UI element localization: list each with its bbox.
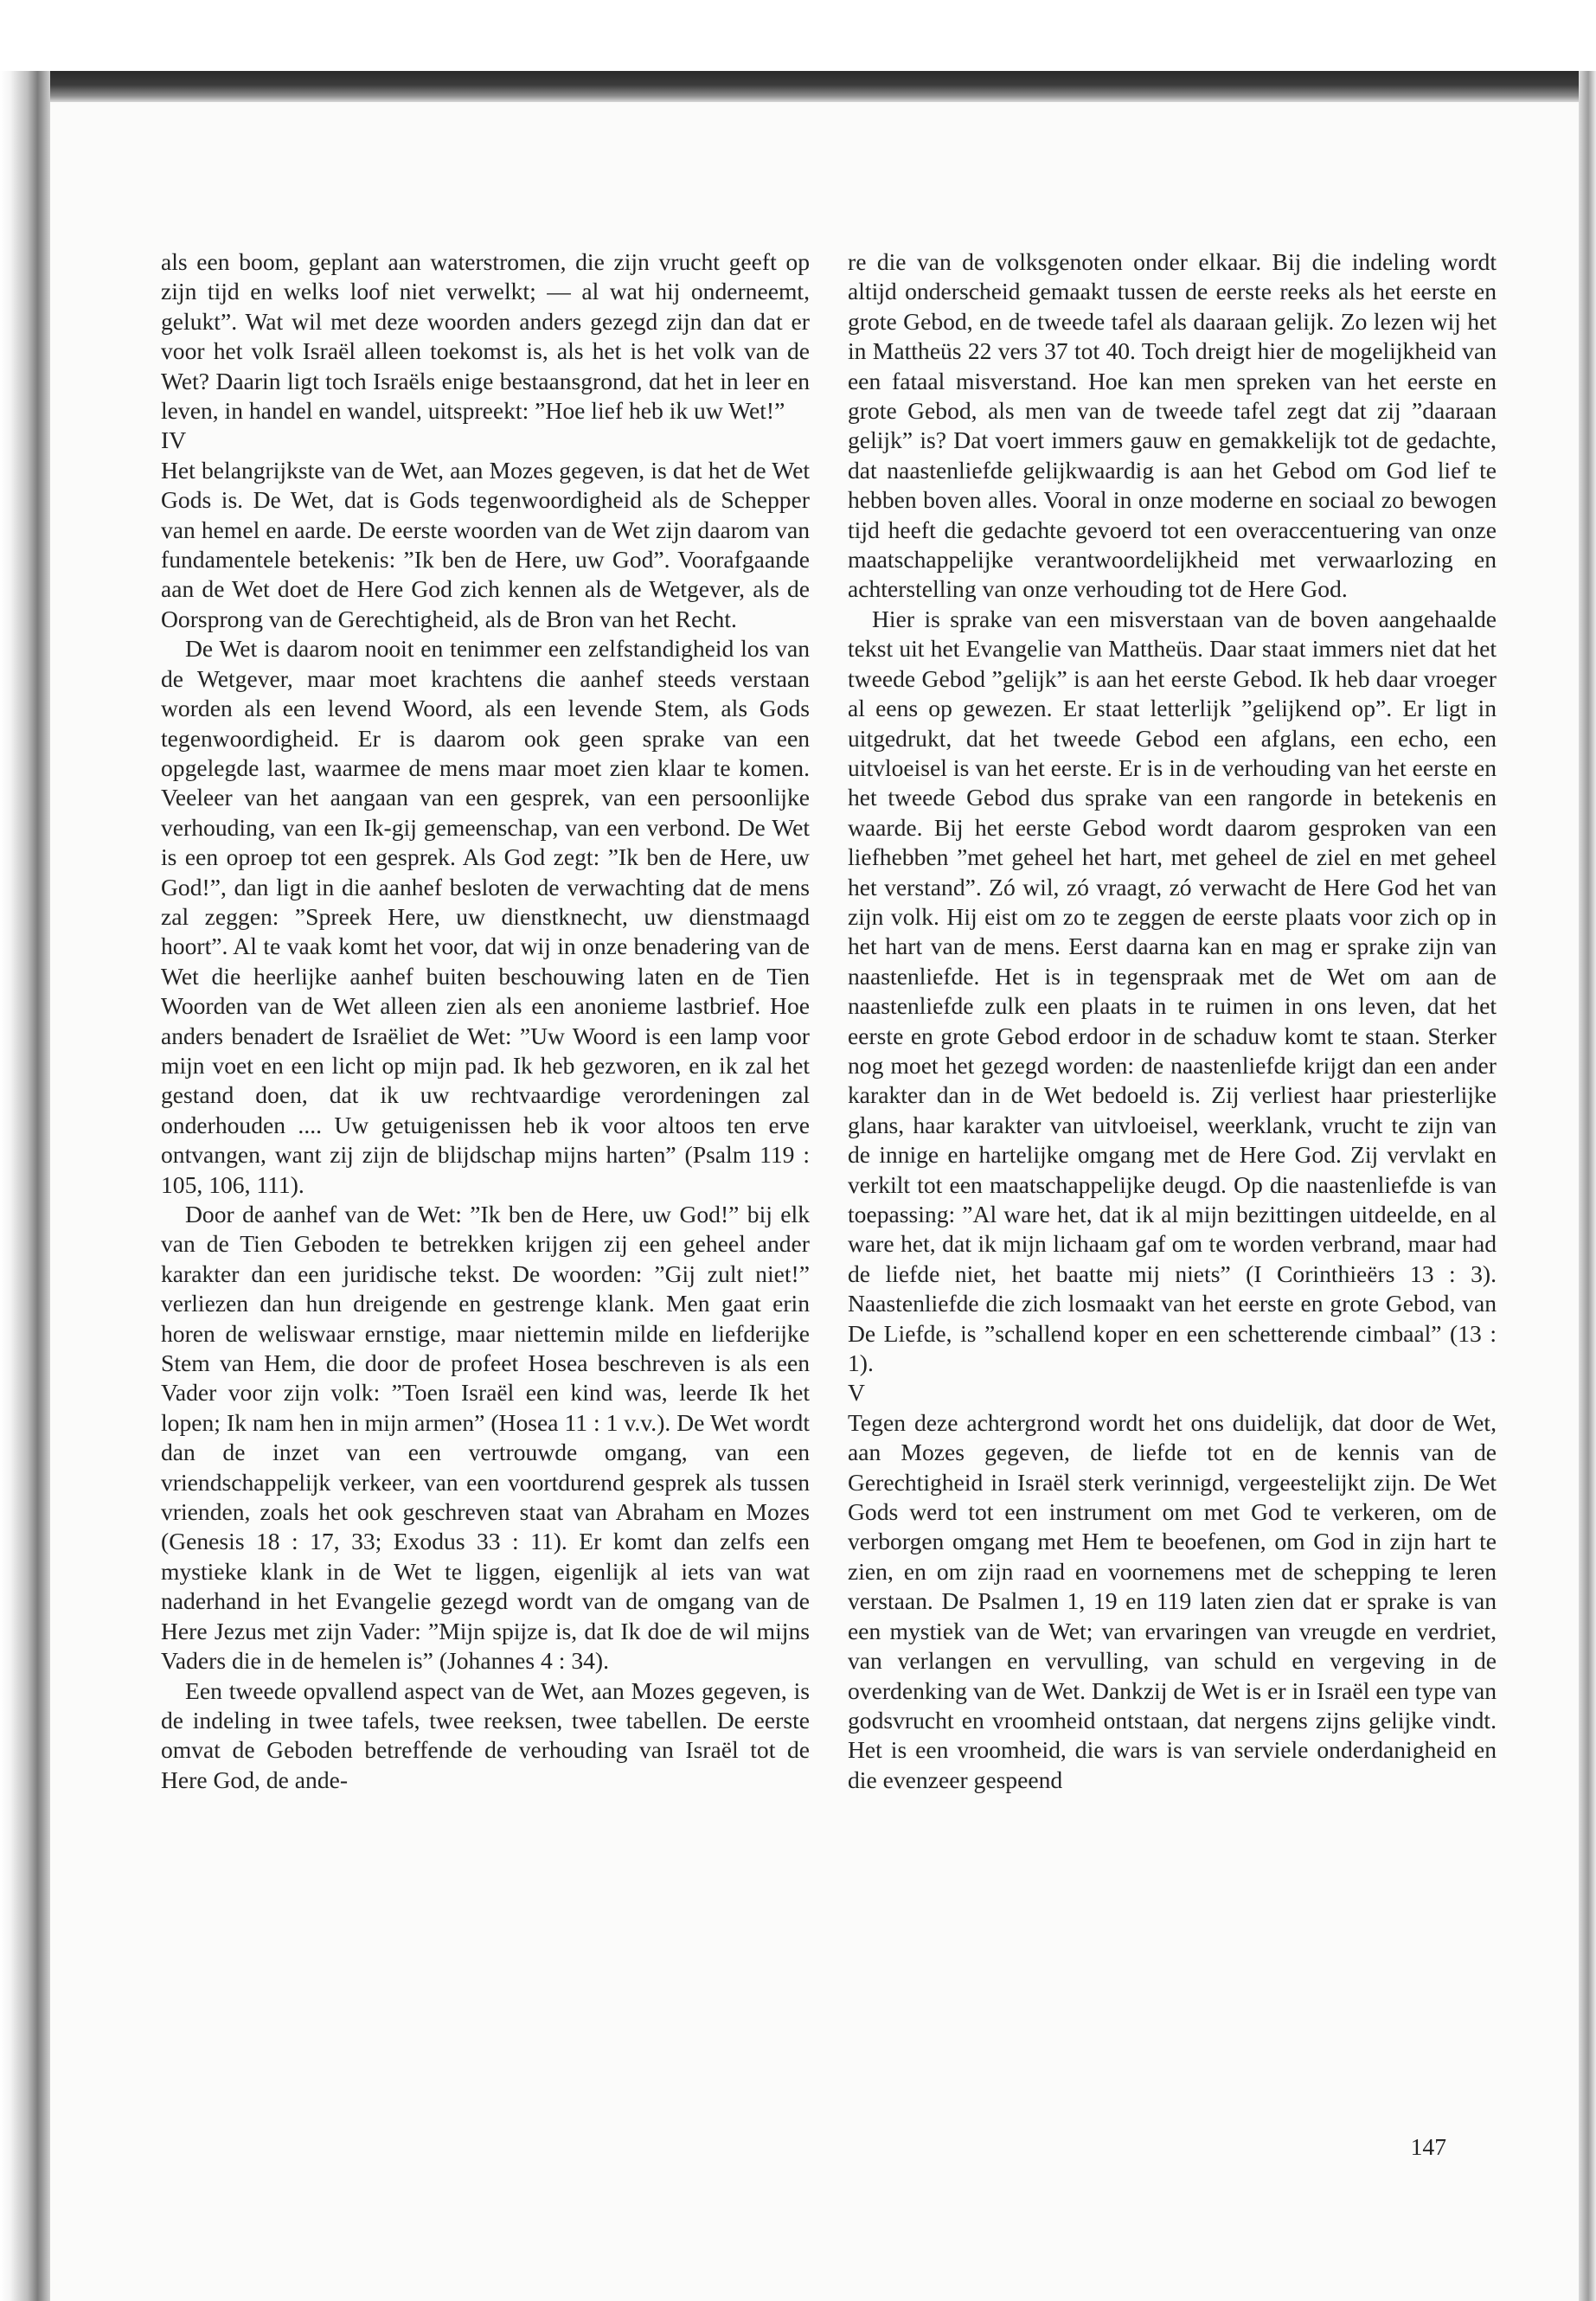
page-number: 147 [1410, 2133, 1446, 2160]
left-column [161, 247, 810, 1795]
scan-binding-edge [0, 71, 50, 2301]
paragraph: Tegen deze achtergrond wordt het ons duidelijk, dat door de Wet, aan Mozes gegeven, de liefde tot en de kennis van de Gerechtigheid in Israël sterk verinnigd, vergeestelijkt zijn. De Wet Gods werd tot een instrument om met God te verkeren, om de verborgen omgang met Hem te beoefenen, om God in zijn hart te zien, en om zijn raad en voornemens met de schepping te leren verstaan. De Psalmen 1, 19 en 119 laten zien dat er sprake is van een mystiek van de Wet; van ervaringen van vreugde en verdriet, van verlangen en vervulling, van schuld en vergeving in de overdenking van de Wet. Dankzij de Wet is er in Israël een type van godsvrucht en vroomheid ontstaan, dat nergens zijns gelijke vindt. Het is een vroomheid, die wars is van serviele onderdanigheid en die evenzeer gespeend [848, 1408, 1497, 1793]
paragraph: re die van de volksgenoten onder elkaar. Bij die indeling wordt altijd onderscheid gemaakt tussen de eerste reeks als het eerste en grote Gebod, en de tweede tafel als daaraan gelijk. Zo lezen wij het in Mattheüs 22 vers 37 tot 40. Toch dreigt hier de mogelijkheid van een fataal misverstand. Hoe kan men spreken van het eerste en grote Gebod, als men van de tweede tafel zegt dat zij ”daaraan gelijk” is? Dat voert immers gauw en gemakkelijk tot de gedachte, dat naastenliefde gelijkwaardig is aan het Gebod om God lief te hebben boven alles. Vooral in onze moderne en sociaal zo bewogen tijd heeft die gedachte gevoerd tot een overaccentuering van onze maatschappelijke verantwoordelijkheid met verwaarlozing en achterstelling van onze verhouding tot de Here God. [848, 248, 1497, 603]
paragraph: Door de aanhef van de Wet: ”Ik ben de Here, uw God!” bij elk van de Tien Geboden te betrekken krijgen zij een geheel ander karakter dan een juridische tekst. De woorden: ”Gij zult niet!” verliezen dan hun dreigende en gestrenge klank. Men gaat erin horen de weliswaar ernstige, maar niettemin milde en liefderijke Stem van Hem, die door de profeet Hosea beschreven is als een Vader voor zijn volk: ”Toen Israël een kind was, leerde Ik het lopen; Ik nam hen in mijn armen” (Hosea 11 : 1 v.v.). De Wet wordt dan de inzet van een vertrouwde omgang, van een vriendschappelijk verkeer, van een voortdurend gesprek als tussen vrienden, zoals het ook geschreven staat van Abraham en Mozes (Genesis 18 : 17, 33; Exodus 33 : 11). Er komt dan zelfs een mystieke klank in de Wet te liggen, eigenlijk al iets van wat naderhand in het Evangelie gezegd wordt van de omgang van de Here Jezus met zijn Vader: ”Mijn spijze is, dat Ik doe de wil mijns Vaders die in de hemelen is” (Johannes 4 : 34). [161, 1201, 810, 1675]
paragraph: als een boom, geplant aan waterstromen, die zijn vrucht geeft op zijn tijd en welks loof niet verwelkt; — al wat hij onderneemt, gelukt”. Wat wil met deze woorden anders gezegd zijn dan dat er voor het volk Israël alleen toekomst is, als het is het volk van de Wet? Daarin ligt toch Israëls enige bestaansgrond, dat het in leer en leven, in handel en wandel, uitspreekt: ”Hoe lief heb ik uw Wet!” [161, 248, 810, 425]
scan-right-edge [1579, 71, 1596, 2301]
right-column [848, 247, 1497, 1795]
section-heading-iv: IV [161, 426, 187, 454]
book-page [50, 102, 1579, 2301]
scan-top-edge [0, 71, 1596, 102]
section-heading-v: V [848, 1379, 865, 1407]
paragraph: De Wet is daarom nooit en tenimmer een zelfstandigheid los van de Wetgever, maar moet krachtens die aanhef steeds verstaan worden als een levend Woord, als een levende Stem, als Gods tegenwoordigheid. Er is daarom ook geen sprake van een opgelegde last, waarmee de mens maar moet zien klaar te komen. Veeleer van het aangaan van een gesprek, van een persoonlijke verhouding, van een Ik-gij gemeenschap, van een verbond. De Wet is een oproep tot een gesprek. Als God zegt: ”Ik ben de Here, uw God!”, dan ligt in die aanhef besloten de verwachting dat de mens zal zeggen: ”Spreek Here, uw dienstknecht, uw dienstmaagd hoort”. Al te vaak komt het voor, dat wij in onze benadering van de Wet die heerlijke aanhef buiten beschouwing laten en de Tien Woorden van de Wet alleen zien als een anonieme lastbrief. Hoe anders benadert de Israëliet de Wet: ”Uw Woord is een lamp voor mijn voet en een licht op mijn pad. Ik heb gezworen, en ik zal het gestand doen, dat ik uw rechtvaardige verordeningen zal onderhouden .... Uw getuigenissen heb ik voor altoos ten erve ontvangen, want zij zijn de blijdschap mijns harten” (Psalm 119 : 105, 106, 111). [161, 635, 810, 1198]
paragraph: Hier is sprake van een misverstaan van de boven aangehaalde tekst uit het Evangelie van Mattheüs. Daar staat immers niet dat het tweede Gebod ”gelijk” is aan het eerste Gebod. Ik heb daar vroeger al eens op gewezen. Er staat letterlijk ”gelijkend op”. Er ligt in uitgedrukt, dat het tweede Gebod een afglans, een echo, een uitvloeisel is van het eerste. Er is in de verhouding van het eerste en het tweede Gebod dus sprake van een rangorde in betekenis en waarde. Bij het eerste Gebod wordt daarom gesproken van een liefhebben ”met geheel het hart, met geheel de ziel en met geheel het verstand”. Zó wil, zó vraagt, zó verwacht de Here God het van zijn volk. Hij eist om zo te zeggen de eerste plaats voor zich op in het hart van de mens. Eerst daarna kan en mag er sprake zijn van naastenliefde. Het is in tegenspraak met de Wet om aan de naastenliefde zulk een plaats in te ruimen in ons leven, dat het eerste en grote Gebod erdoor in de schaduw komt te staan. Sterker nog moet het gezegd worden: de naastenliefde krijgt dan een ander karakter dan in de Wet bedoeld is. Zij verliest haar priesterlijke glans, haar karakter van uitvloeisel, weerklank, vrucht te zijn van de innige en hartelijke omgang met de Here God. Zij vervlakt en verkilt tot een maatschappelijke deugd. Op die naastenliefde is van toepassing: ”Al ware het, dat ik al mijn bezittingen uitdeelde, en al ware het, dat ik mijn lichaam gaf om te worden verbrand, maar had de liefde niet, het baatte mij niets” (I Corinthieërs 13 : 3). Naastenliefde die zich losmaakt van het eerste en grote Gebod, van De Liefde, is ”schallend koper en een schetterende cimbaal” (13 : 1). [848, 605, 1497, 1377]
paragraph: Een tweede opvallend aspect van de Wet, aan Mozes gegeven, is de indeling in twee tafels, twee reeksen, twee tabellen. De eerste omvat de Geboden betreffende de verhouding van Israël tot de Here God, de ande- [161, 1676, 810, 1793]
paragraph: Het belangrijkste van de Wet, aan Mozes gegeven, is dat het de Wet Gods is. De Wet, dat is Gods tegenwoordigheid als de Schepper van hemel en aarde. De eerste woorden van de Wet zijn daarom van fundamentele betekenis: ”Ik ben de Here, uw God”. Voorafgaande aan de Wet doet de Here God zich kennen als de Wetgever, als de Oorsprong van de Gerechtigheid, als de Bron van het Recht. [161, 456, 810, 632]
